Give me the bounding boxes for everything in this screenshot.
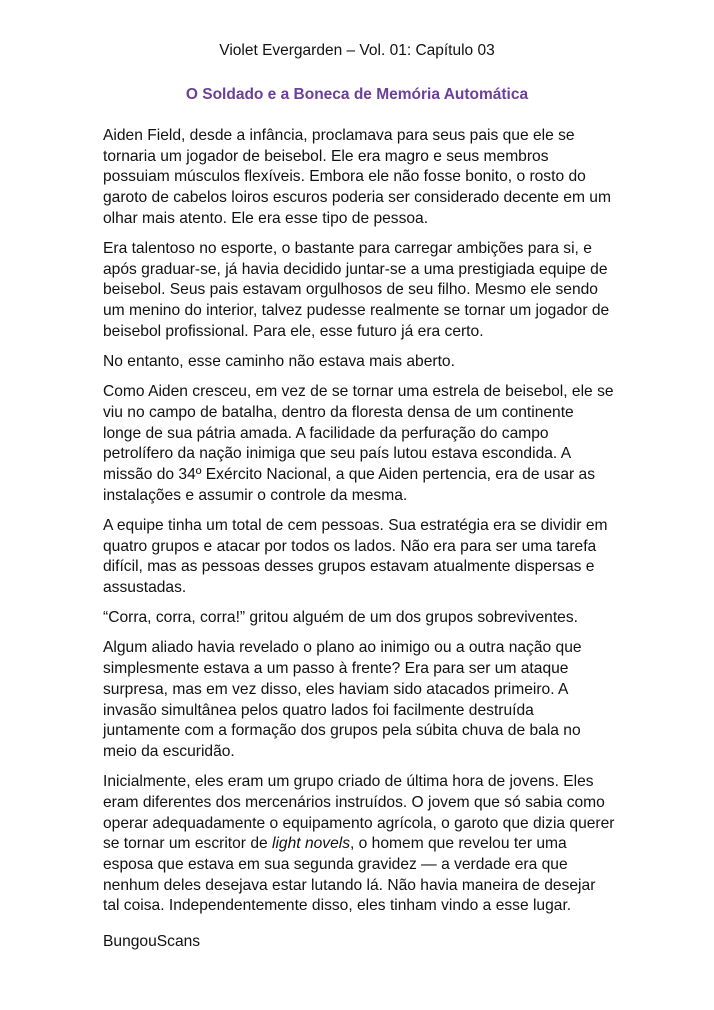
chapter-title: O Soldado e a Boneca de Memória Automática <box>185 86 529 103</box>
paragraph-text: Inicialmente, eles eram um grupo criado de última hora de jovens. Eles eram diferentes dos mercenários instruídos. O jovem que só sabia como operar adequadamente o equipamento agrícola, o garoto que dizia querer se tornar um escritor de <box>103 773 615 853</box>
paragraph: Aiden Field, desde a infância, proclamava para seus pais que ele se tornaria um jogador de beisebol. Ele era magro e seus membros possuiam músculos flexíveis. Embora ele não fosse bonito, o rosto do garoto de cabelos loiros escuros poderia ser considerado decente em um olhar mais atento. Ele era esse tipo de pessoa. <box>103 127 611 227</box>
paragraph-text: , o homem que revelou ter uma esposa que estava em sua segunda gravidez — a verdade era que nenhum deles desejava estar lutando lá. Não havia maneira de desejar tal coisa. Independentemente disso, eles tinham vindo a esse lugar. <box>103 835 596 915</box>
paragraph: Era talentoso no esporte, o bastante para carregar ambições para si, e após graduar-se, já havia decidido juntar-se a uma prestigiada equipe de beisebol. Seus pais estavam orgulhosos de seu filho. Mesmo ele sendo um menino do interior, talvez pudesse realmente se tornar um jogador de beisebol profissional. Para ele, esse futuro já era certo. <box>103 240 610 340</box>
italic-text: light novels <box>272 835 351 853</box>
paragraph: A equipe tinha um total de cem pessoas. Sua estratégia era se dividir em quatro grupos e atacar por todos os lados. Não era para ser uma tarefa difícil, mas as pessoas desses grupos estavam atualmente dispersas e assustadas. <box>103 516 608 597</box>
paragraph: Algum aliado havia revelado o plano ao inimigo ou a outra nação que simplesmente estava a um passo à frente? Era para ser um ataque surpresa, mas em vez disso, eles haviam sido atacados primeiro. A invasão simultânea pelos quatro lados foi facilmente destruída juntamente com a formação dos grupos pela súbita chuva de bala no meio da escuridão. <box>103 639 582 760</box>
scanlation-signature: BungouScans <box>103 933 201 950</box>
paragraph: “Corra, corra, corra!” gritou alguém de um dos grupos sobreviventes. <box>103 609 578 627</box>
paragraph: Como Aiden cresceu, em vez de se tornar uma estrela de beisebol, ele se viu no campo de batalha, dentro da floresta densa de um continente longe de sua pátria amada. A facilidade da perfuração do campo petrolífero da nação inimiga que seu país lutou estava escondida. A missão do 34º Exército Nacional, a que Aiden pertencia, era de usar as instalações e assumir o controle da mesma. <box>103 383 614 504</box>
paragraph-last <box>103 772 615 917</box>
paragraph: No entanto, esse caminho não estava mais aberto. <box>103 353 455 371</box>
page-header: Violet Evergarden – Vol. 01: Capítulo 03 <box>219 42 495 59</box>
chapter-body <box>103 126 615 927</box>
